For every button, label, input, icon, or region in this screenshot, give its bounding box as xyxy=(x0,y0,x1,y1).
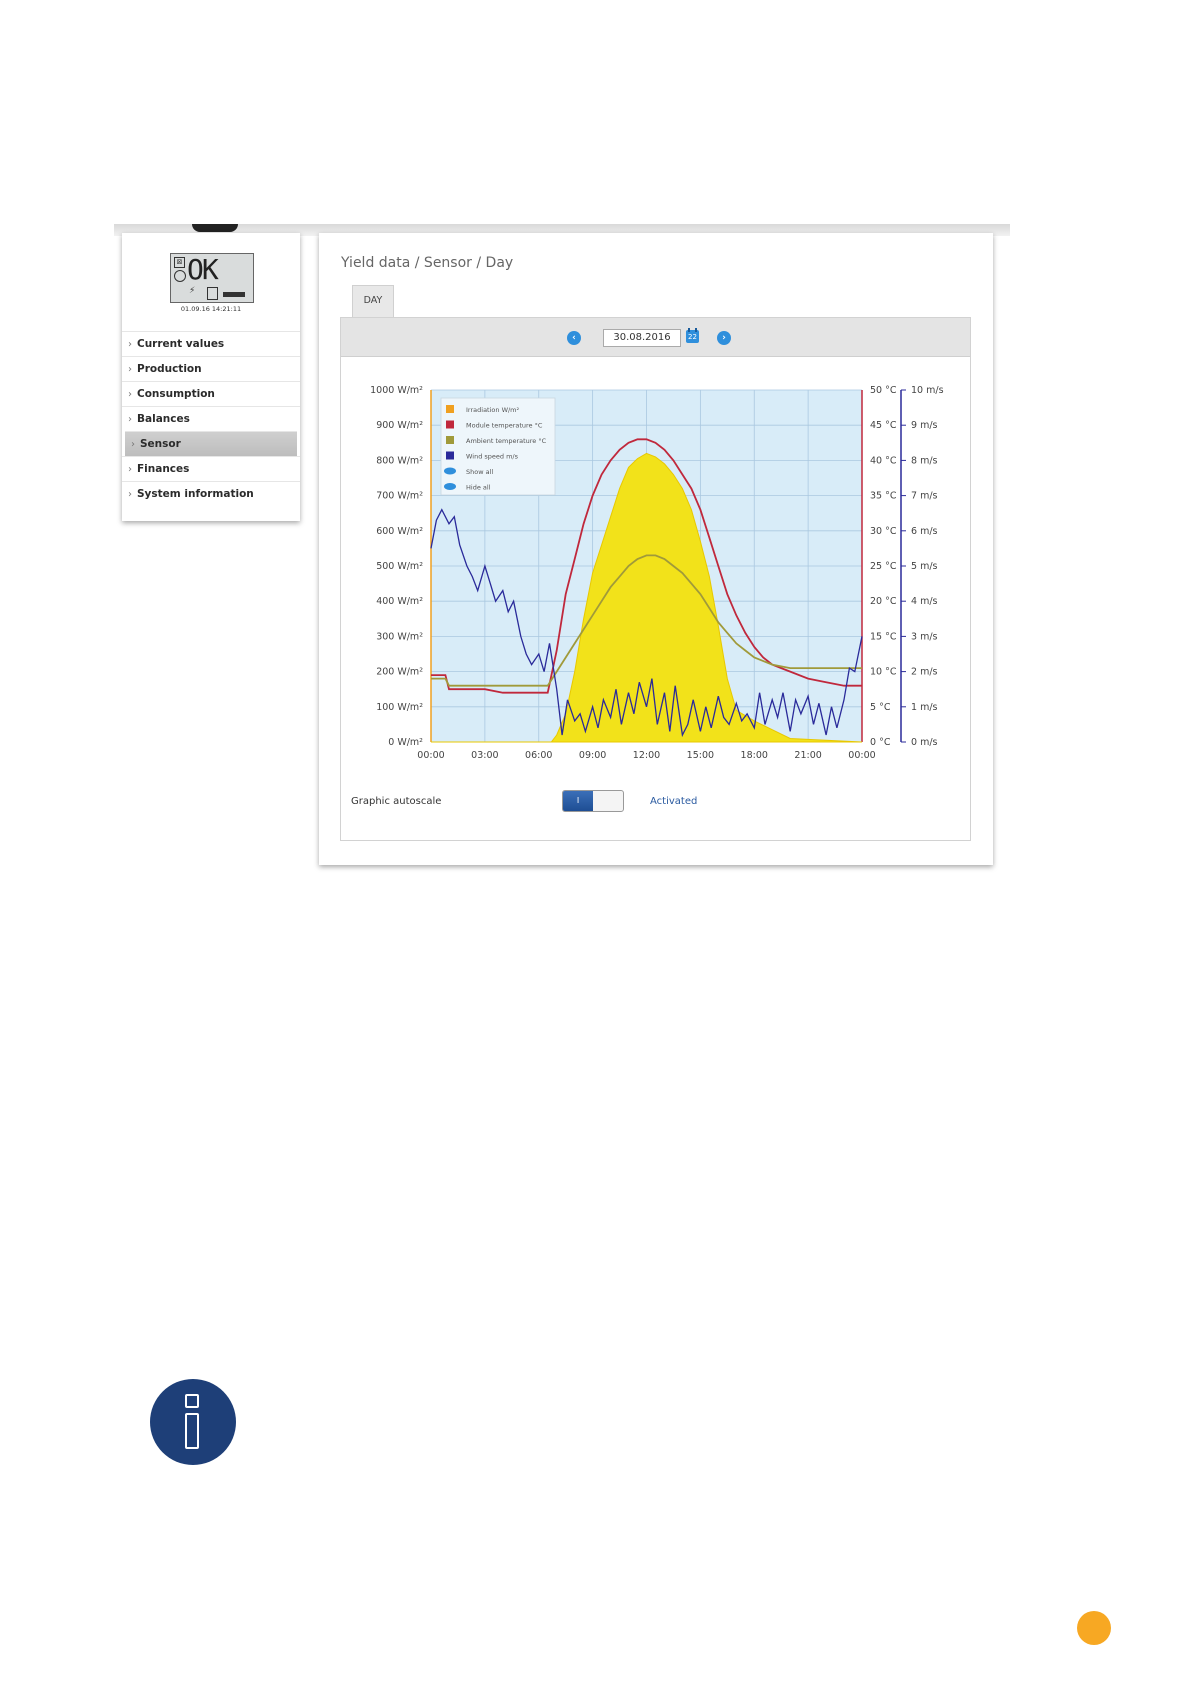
sidebar-item-production[interactable] xyxy=(122,356,300,381)
y-tick-label-temperature: 5 °C xyxy=(870,701,891,713)
x-tick-label: 00:00 xyxy=(848,750,876,761)
y-tick-label-irradiation: 500 W/m² xyxy=(376,561,423,572)
legend-irradiation-swatch xyxy=(446,405,454,413)
sidebar-item-label: Consumption xyxy=(137,388,215,400)
y-tick-label-wind: 5 m/s xyxy=(911,561,938,572)
x-tick-label: 12:00 xyxy=(632,750,661,761)
y-tick-label-temperature: 35 °C xyxy=(870,490,897,502)
x-tick-label: 06:00 xyxy=(525,750,553,761)
grid-icon: ⊠ xyxy=(174,257,185,268)
sidebar-item-finances[interactable] xyxy=(122,456,300,481)
sidebar-item-consumption[interactable] xyxy=(122,381,300,406)
y-tick-label-temperature: 45 °C xyxy=(870,420,897,432)
legend-ambient-temperature-swatch xyxy=(446,436,454,444)
chevron-right-icon: › xyxy=(131,439,135,450)
y-tick-label-irradiation: 700 W/m² xyxy=(376,490,423,502)
sidebar-item-current-values[interactable] xyxy=(122,331,300,356)
autoscale-status: Activated xyxy=(650,796,698,807)
autoscale-toggle[interactable] xyxy=(562,790,624,812)
toggle-on-label: I xyxy=(563,791,593,811)
sensor-chart xyxy=(341,356,970,781)
sidebar-item-label: Production xyxy=(137,363,202,375)
legend-wind-speed-swatch xyxy=(446,452,454,460)
autoscale-label: Graphic autoscale xyxy=(351,796,442,807)
y-tick-label-wind: 8 m/s xyxy=(911,455,938,467)
y-tick-label-temperature: 10 °C xyxy=(870,666,897,678)
chevron-right-icon: › xyxy=(128,389,132,400)
logo-curve xyxy=(192,224,238,232)
sidebar-menu xyxy=(122,331,300,506)
sidebar-item-balances[interactable] xyxy=(122,406,300,431)
signal-icon: ⚡ xyxy=(189,286,196,296)
eye-off-icon xyxy=(444,483,456,490)
y-tick-label-wind: 0 m/s xyxy=(911,737,938,748)
sidebar-item-label: Finances xyxy=(137,463,190,475)
memory-icon xyxy=(207,287,218,300)
y-tick-label-wind: 4 m/s xyxy=(911,596,938,608)
tab-day[interactable]: DAY xyxy=(352,285,394,318)
y-tick-label-irradiation: 1000 W/m² xyxy=(370,385,423,396)
legend-show-all: Show all xyxy=(466,468,494,476)
y-tick-label-temperature: 15 °C xyxy=(870,631,897,643)
legend-module-temperature: Module temperature °C xyxy=(466,421,543,430)
sidebar-item-label: Current values xyxy=(137,338,225,350)
legend-irradiation: Irradiation W/m² xyxy=(466,406,520,414)
battery-icon xyxy=(223,292,245,297)
y-tick-label-irradiation: 600 W/m² xyxy=(376,525,423,537)
info-icon-dot xyxy=(185,1394,199,1408)
x-tick-label: 00:00 xyxy=(417,750,445,761)
x-tick-label: 18:00 xyxy=(740,750,768,761)
y-tick-label-wind: 1 m/s xyxy=(911,701,938,713)
breadcrumb: Yield data / Sensor / Day xyxy=(341,255,514,271)
chevron-right-icon: › xyxy=(128,464,132,475)
y-tick-label-temperature: 50 °C xyxy=(870,385,897,396)
calendar-icon[interactable]: 22 xyxy=(686,330,699,343)
date-input[interactable]: 30.08.2016 xyxy=(603,329,681,347)
sidebar-item-label: System information xyxy=(137,488,254,500)
globe-icon xyxy=(174,270,186,282)
chevron-right-icon: › xyxy=(128,489,132,500)
x-tick-label: 03:00 xyxy=(471,750,499,761)
y-tick-label-irradiation: 400 W/m² xyxy=(376,596,423,608)
y-tick-label-irradiation: 200 W/m² xyxy=(376,666,423,678)
info-icon-bar xyxy=(185,1413,199,1449)
info-icon xyxy=(150,1379,236,1465)
lcd-status: OK xyxy=(187,253,217,286)
y-tick-label-temperature: 40 °C xyxy=(870,455,897,467)
legend-module-temperature-swatch xyxy=(446,421,454,429)
x-tick-label: 21:00 xyxy=(794,750,822,761)
y-tick-label-irradiation: 800 W/m² xyxy=(376,455,423,467)
y-tick-label-wind: 9 m/s xyxy=(911,420,938,432)
y-tick-label-temperature: 30 °C xyxy=(870,525,897,537)
sidebar xyxy=(122,233,300,521)
page-marker xyxy=(1077,1611,1111,1645)
legend-ambient-temperature: Ambient temperature °C xyxy=(466,437,547,445)
y-tick-label-wind: 10 m/s xyxy=(911,385,944,396)
legend-wind-speed: Wind speed m/s xyxy=(466,452,519,461)
y-tick-label-temperature: 25 °C xyxy=(870,561,897,572)
chart-panel xyxy=(340,317,971,841)
y-tick-label-wind: 2 m/s xyxy=(911,666,938,678)
sidebar-item-label: Balances xyxy=(137,413,190,425)
chevron-right-icon[interactable]: › xyxy=(717,331,731,345)
eye-icon xyxy=(444,468,456,475)
y-tick-label-wind: 7 m/s xyxy=(911,490,938,502)
y-tick-label-irradiation: 0 W/m² xyxy=(388,737,423,748)
chevron-right-icon: › xyxy=(128,414,132,425)
sidebar-item-label: Sensor xyxy=(140,438,181,450)
chevron-right-icon: › xyxy=(128,364,132,375)
y-tick-label-temperature: 0 °C xyxy=(870,737,891,748)
chevron-right-icon: › xyxy=(128,339,132,350)
sidebar-item-sensor[interactable] xyxy=(125,431,297,456)
y-tick-label-wind: 6 m/s xyxy=(911,525,938,537)
y-tick-label-irradiation: 300 W/m² xyxy=(376,631,423,643)
chevron-left-icon[interactable]: ‹ xyxy=(567,331,581,345)
y-tick-label-irradiation: 900 W/m² xyxy=(376,420,423,432)
sidebar-item-system-information[interactable] xyxy=(122,481,300,506)
lcd-display xyxy=(170,253,254,303)
x-tick-label: 15:00 xyxy=(686,750,715,761)
legend-hide-all: Hide all xyxy=(466,483,491,492)
x-tick-label: 09:00 xyxy=(578,750,607,761)
main-panel xyxy=(319,233,993,865)
date-navigation xyxy=(341,318,970,357)
lcd-timestamp: 01.09.16 14:21:11 xyxy=(180,305,242,313)
y-tick-label-temperature: 20 °C xyxy=(870,596,897,608)
y-tick-label-irradiation: 100 W/m² xyxy=(376,701,423,713)
y-tick-label-wind: 3 m/s xyxy=(911,631,938,643)
